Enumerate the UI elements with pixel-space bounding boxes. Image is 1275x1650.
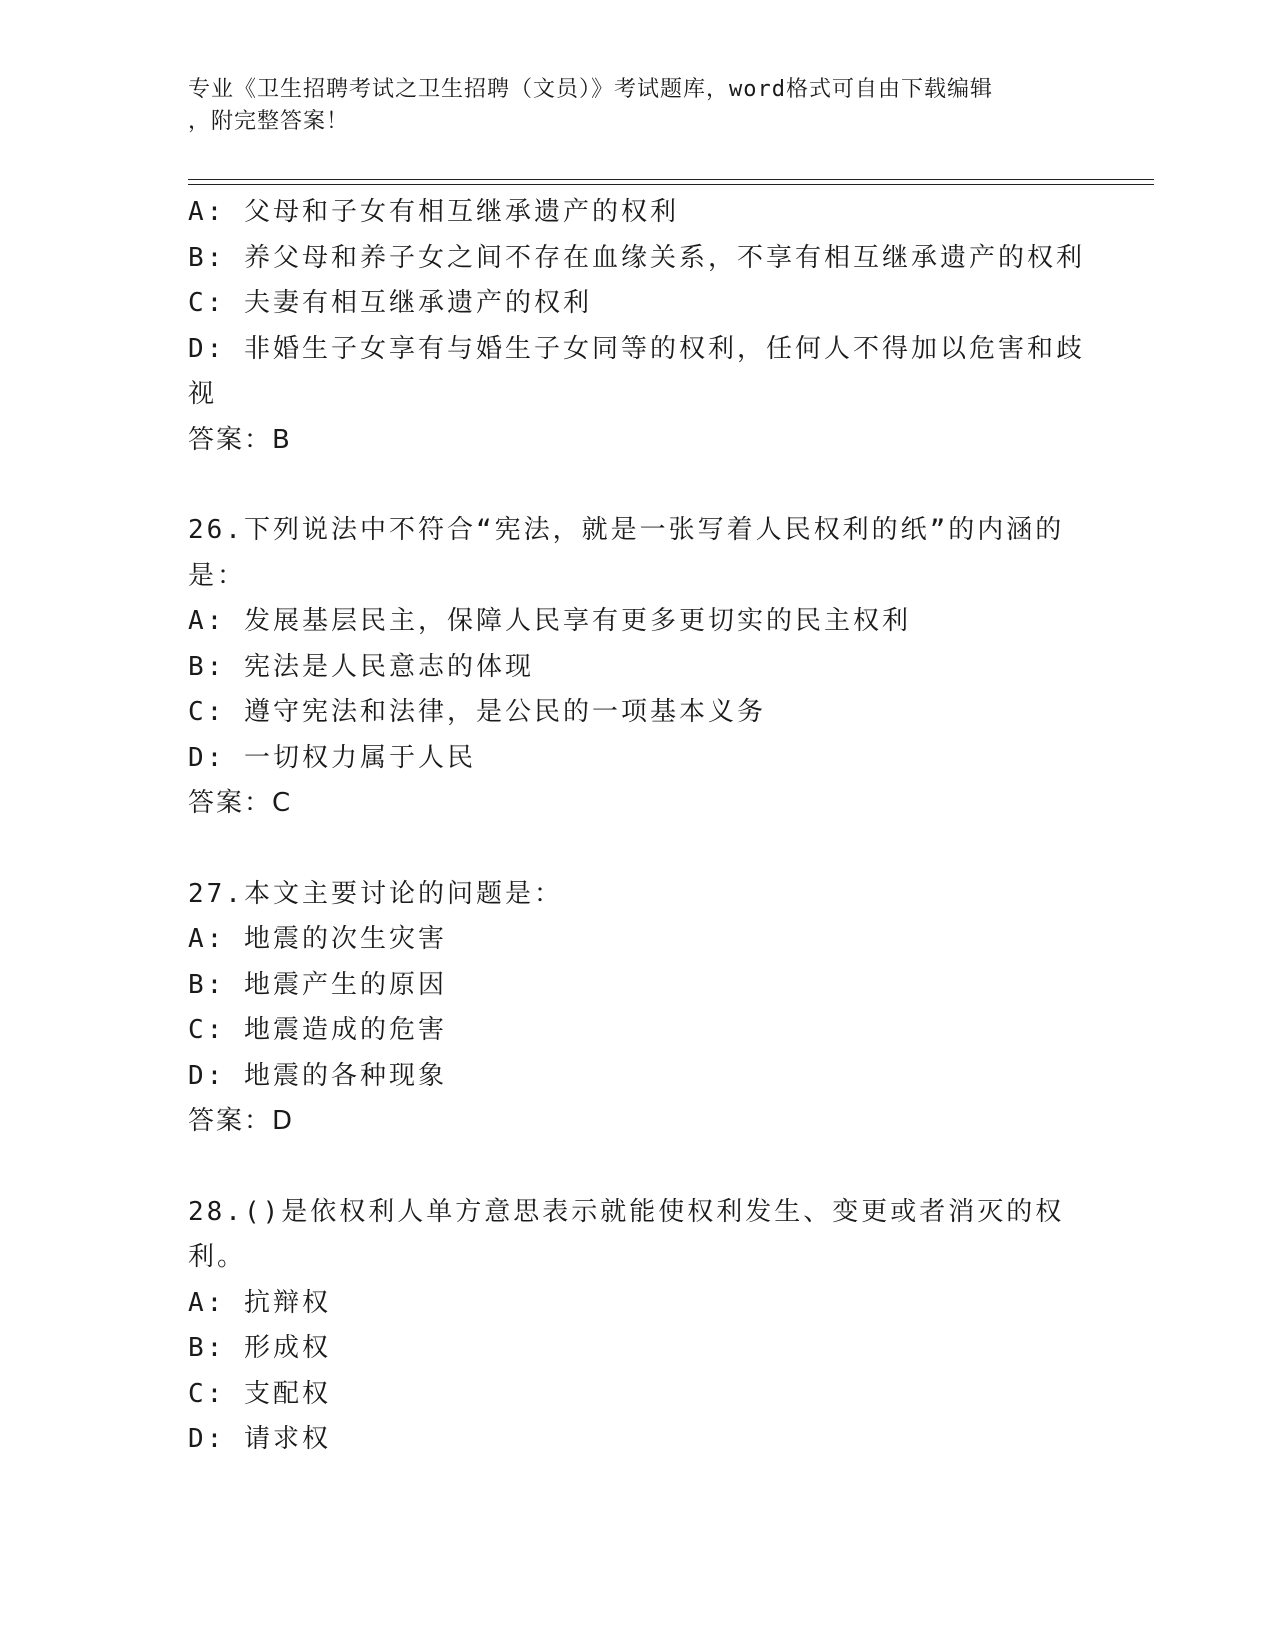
question-text: 26.下列说法中不符合“宪法，就是一张写着人民权利的纸”的内涵的是： <box>188 515 1065 591</box>
question-25 <box>188 190 1088 463</box>
question-28 <box>188 1190 1088 1463</box>
question-list <box>188 190 1088 1463</box>
option-d: D: 请求权 <box>188 1424 331 1454</box>
option-c: C: 地震造成的危害 <box>188 1015 447 1045</box>
option-c: C: 支配权 <box>188 1378 331 1409</box>
header-line-2: ，附完整答案！ <box>188 109 350 134</box>
answer: 答案：C <box>188 788 293 818</box>
header-divider-top <box>188 179 1154 180</box>
option-d: D: 一切权力属于人民 <box>188 742 476 773</box>
document-header <box>188 74 1068 138</box>
option-b: B: 宪法是人民意志的体现 <box>188 651 534 682</box>
option-b: B: 养父母和养子女之间不存在血缘关系，不享有相互继承遗产的权利 <box>188 242 1085 273</box>
option-c: C: 遵守宪法和法律，是公民的一项基本义务 <box>188 697 766 727</box>
option-a: A: 地震的次生灾害 <box>188 924 447 954</box>
header-line-1: 专业《卫生招聘考试之卫生招聘（文员）》考试题库，word格式可自由下载编辑 <box>188 77 993 102</box>
question-text: 28.()是依权利人单方意思表示就能使权利发生、变更或者消灭的权利。 <box>188 1196 1065 1272</box>
option-a: A: 父母和子女有相互继承遗产的权利 <box>188 197 679 227</box>
option-a: A: 发展基层民主，保障人民享有更多更切实的民主权利 <box>188 606 911 636</box>
header-divider-bottom <box>188 184 1154 185</box>
question-27 <box>188 872 1088 1145</box>
answer: 答案：B <box>188 424 292 455</box>
answer: 答案：D <box>188 1106 295 1136</box>
question-26 <box>188 508 1088 827</box>
option-b: B: 形成权 <box>188 1333 331 1363</box>
option-b: B: 地震产生的原因 <box>188 969 447 1000</box>
question-text: 27.本文主要讨论的问题是： <box>188 878 563 909</box>
option-d: D: 地震的各种现象 <box>188 1060 447 1091</box>
option-a: A: 抗辩权 <box>188 1287 331 1318</box>
option-d: D: 非婚生子女享有与婚生子女同等的权利，任何人不得加以危害和歧视 <box>188 333 1085 409</box>
option-c: C: 夫妻有相互继承遗产的权利 <box>188 288 592 318</box>
